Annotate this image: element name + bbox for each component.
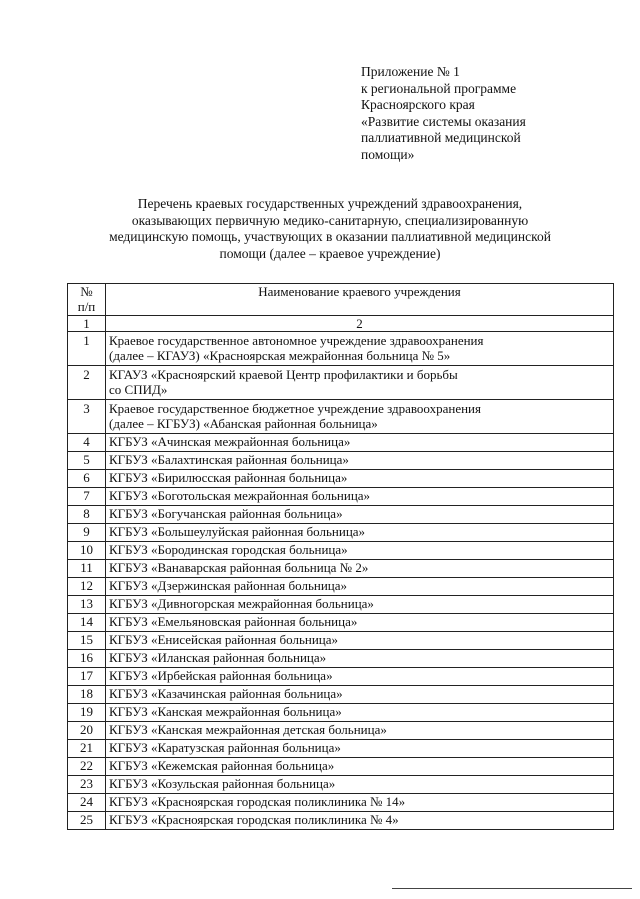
institution-name-cell: [106, 560, 614, 578]
table-row: [68, 578, 614, 596]
row-number-cell: 7: [68, 488, 106, 506]
institution-name-cell: [106, 332, 614, 366]
table-row: [68, 596, 614, 614]
institution-name-line: КГБУЗ «Канская межрайонная больница»: [109, 704, 342, 719]
table-row: [68, 758, 614, 776]
header-number-line1: №: [80, 284, 93, 299]
table-row: [68, 740, 614, 758]
table-row: [68, 560, 614, 578]
institution-name-line: КГБУЗ «Красноярская городская поликлиника № 4»: [109, 812, 399, 827]
institution-name-line: со СПИД»: [109, 382, 168, 397]
row-number-cell: 15: [68, 632, 106, 650]
row-number-cell: 18: [68, 686, 106, 704]
row-number-cell: 2: [68, 366, 106, 400]
header-number-cell: [68, 284, 106, 316]
appendix-line: «Развитие системы оказания: [361, 113, 526, 129]
table-body: [68, 316, 614, 830]
row-number-cell: 24: [68, 794, 106, 812]
table-row: [68, 332, 614, 366]
institution-name-cell: [106, 812, 614, 830]
table-row: [68, 650, 614, 668]
appendix-line: Приложение № 1: [361, 64, 460, 79]
column-index-row: [68, 316, 614, 332]
institution-name-cell: [106, 668, 614, 686]
column-index-cell: 1: [68, 316, 106, 332]
row-number-cell: 10: [68, 542, 106, 560]
institution-name-line: КГБУЗ «Каратузская районная больница»: [109, 740, 341, 755]
row-number-cell: 11: [68, 560, 106, 578]
table-row: [68, 488, 614, 506]
row-number-cell: 22: [68, 758, 106, 776]
row-number-cell: 4: [68, 434, 106, 452]
table-row: [68, 704, 614, 722]
title-line: медицинскую помощь, участвующих в оказании паллиативной медицинской: [109, 229, 551, 244]
table-row: [68, 452, 614, 470]
appendix-line: помощи»: [361, 146, 415, 162]
institution-name-line: Краевое государственное автономное учреждение здравоохранения: [109, 333, 484, 348]
institution-name-line: КГБУЗ «Дзержинская районная больница»: [109, 578, 348, 593]
institution-name-line: КГБУЗ «Бородинская городская больница»: [109, 542, 348, 557]
institution-name-cell: [106, 776, 614, 794]
institution-name-line: КГБУЗ «Енисейская районная больница»: [109, 632, 339, 647]
table-row: [68, 434, 614, 452]
appendix-line: Красноярского края: [361, 97, 475, 112]
institution-name-line: КГБУЗ «Балахтинская районная больница»: [109, 452, 349, 467]
institution-name-line: КГБУЗ «Кежемская районная больница»: [109, 758, 335, 773]
institution-name-line: КГБУЗ «Боготольская межрайонная больница»: [109, 488, 371, 503]
row-number-cell: 1: [68, 332, 106, 366]
appendix-line: паллиативной медицинской: [361, 130, 521, 145]
row-number-cell: 21: [68, 740, 106, 758]
institution-name-line: КГБУЗ «Канская межрайонная детская больница»: [109, 722, 387, 737]
table-row: [68, 812, 614, 830]
table-row: [68, 400, 614, 434]
institution-name-line: КГБУЗ «Емельяновская районная больница»: [109, 614, 358, 629]
row-number-cell: 17: [68, 668, 106, 686]
table-row: [68, 722, 614, 740]
header-number-line2: п/п: [77, 299, 96, 314]
institution-name-line: (далее – КГАУЗ) «Красноярская межрайонная больница № 5»: [109, 348, 451, 363]
table-row: [68, 366, 614, 400]
institution-name-cell: [106, 614, 614, 632]
document-title: [60, 196, 600, 262]
title-line: помощи (далее – краевое учреждение): [219, 245, 441, 261]
row-number-cell: 20: [68, 722, 106, 740]
row-number-cell: 8: [68, 506, 106, 524]
table-row: [68, 632, 614, 650]
table-row: [68, 542, 614, 560]
institution-name-cell: [106, 596, 614, 614]
row-number-cell: 13: [68, 596, 106, 614]
table-row: [68, 668, 614, 686]
table-row: [68, 470, 614, 488]
row-number-cell: 19: [68, 704, 106, 722]
table-row: [68, 614, 614, 632]
institution-name-line: КГАУЗ «Красноярский краевой Центр профилактики и борьбы: [109, 367, 458, 382]
institution-name-cell: [106, 650, 614, 668]
institution-name-cell: [106, 686, 614, 704]
institution-name-line: КГБУЗ «Бирилюсская районная больница»: [109, 470, 348, 485]
row-number-cell: 9: [68, 524, 106, 542]
title-line: оказывающих первичную медико-санитарную, специализированную: [131, 212, 529, 228]
table-header-row: [68, 284, 614, 316]
table-row: [68, 506, 614, 524]
institution-name-cell: [106, 632, 614, 650]
institution-name-line: КГБУЗ «Ачинская межрайонная больница»: [109, 434, 351, 449]
institution-name-cell: [106, 704, 614, 722]
institutions-table: [67, 283, 614, 830]
appendix-block: [361, 64, 621, 163]
institution-name-line: КГБУЗ «Иланская районная больница»: [109, 650, 327, 665]
institution-name-cell: [106, 506, 614, 524]
row-number-cell: 16: [68, 650, 106, 668]
institution-name-cell: [106, 542, 614, 560]
institution-name-line: КГБУЗ «Красноярская городская поликлиника № 14»: [109, 794, 406, 809]
row-number-cell: 5: [68, 452, 106, 470]
row-number-cell: 14: [68, 614, 106, 632]
institution-name-cell: [106, 434, 614, 452]
institution-name-line: Краевое государственное бюджетное учреждение здравоохранения: [109, 401, 481, 416]
institution-name-line: КГБУЗ «Ванаварская районная больница № 2»: [109, 560, 369, 575]
institution-name-cell: [106, 578, 614, 596]
institution-name-cell: [106, 488, 614, 506]
institution-name-line: (далее – КГБУЗ) «Абанская районная больница»: [109, 416, 378, 431]
institution-name-line: КГБУЗ «Богучанская районная больница»: [109, 506, 343, 521]
institution-name-line: КГБУЗ «Козульская районная больница»: [109, 776, 336, 791]
row-number-cell: 6: [68, 470, 106, 488]
title-line: Перечень краевых государственных учреждений здравоохранения,: [137, 196, 523, 211]
institution-name-line: КГБУЗ «Ирбейская районная больница»: [109, 668, 333, 683]
institution-name-line: КГБУЗ «Большеулуйская районная больница»: [109, 524, 366, 539]
institution-name-cell: [106, 366, 614, 400]
header-name-cell: Наименование краевого учреждения: [106, 284, 614, 316]
table-row: [68, 524, 614, 542]
table-row: [68, 776, 614, 794]
institution-name-cell: [106, 722, 614, 740]
table-row: [68, 794, 614, 812]
appendix-line: к региональной программе: [361, 80, 517, 96]
institution-name-cell: [106, 400, 614, 434]
institution-name-line: КГБУЗ «Дивногорская межрайонная больница»: [109, 596, 374, 611]
institution-name-cell: [106, 740, 614, 758]
institution-name-line: КГБУЗ «Казачинская районная больница»: [109, 686, 343, 701]
row-number-cell: 25: [68, 812, 106, 830]
institution-name-cell: [106, 524, 614, 542]
column-index-cell: 2: [106, 316, 614, 332]
institution-name-cell: [106, 794, 614, 812]
institution-name-cell: [106, 758, 614, 776]
row-number-cell: 23: [68, 776, 106, 794]
footer-divider: [392, 888, 632, 889]
row-number-cell: 3: [68, 400, 106, 434]
institution-name-cell: [106, 452, 614, 470]
table-row: [68, 686, 614, 704]
row-number-cell: 12: [68, 578, 106, 596]
institution-name-cell: [106, 470, 614, 488]
